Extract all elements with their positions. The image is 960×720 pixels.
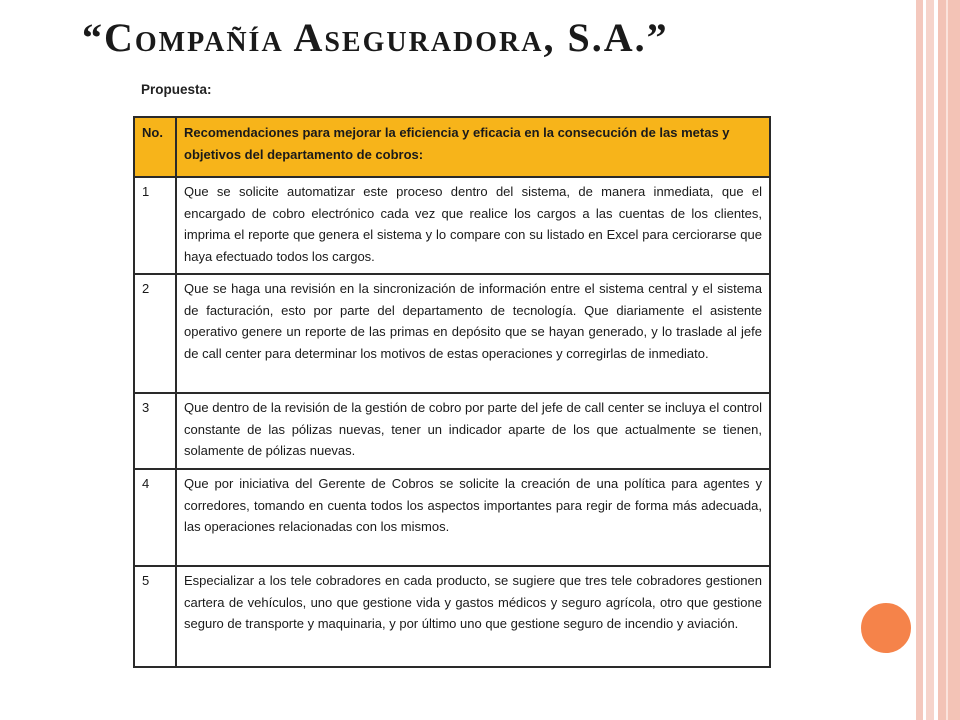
row-text: Especializar a los tele cobradores en cada producto, se sugiere que tres tele cobradores gestionen cartera de vehículos, uno que gestione vida y gastos médicos y seguro agrícola, otro que gestione seguro de transporte y maquinaria, y por último uno que gestione seguro de incendio y aviación. xyxy=(176,566,770,667)
accent-circle xyxy=(857,599,915,657)
row-text: Que se solicite automatizar este proceso dentro del sistema, de manera inmediata, que el encargado de cobro electrónico cada vez que realice los cargos a las cuentas de los clientes, imprima el reporte que genera el sistema y lo compare con su listado en Excel para cerciorarse que haya efectuado todos los cargos. xyxy=(176,177,770,274)
table-row xyxy=(134,274,770,393)
side-stripe xyxy=(926,0,934,720)
table-row xyxy=(134,469,770,566)
row-text: Que dentro de la revisión de la gestión de cobro por parte del jefe de call center se incluya el control constante de las pólizas nuevas, tener un indicador aparte de los que actualmente se tienen, solamente de pólizas nuevas. xyxy=(176,393,770,469)
row-text: Que se haga una revisión en la sincronización de información entre el sistema central y el sistema de facturación, esto por parte del departamento de tecnología. Que diariamente el asistente operativo genere un reporte de las primas en depósito que se hayan generado, y lo traslade al jefe de call center para determinar los motivos de estas operaciones y corregirlas de inmediato. xyxy=(176,274,770,393)
row-number: 2 xyxy=(134,274,176,393)
table-row xyxy=(134,393,770,469)
row-number: 3 xyxy=(134,393,176,469)
table-row xyxy=(134,177,770,274)
proposal-label: Propuesta: xyxy=(141,82,212,97)
row-number: 1 xyxy=(134,177,176,274)
row-number: 4 xyxy=(134,469,176,566)
side-stripe xyxy=(916,0,923,720)
recommendations-table xyxy=(133,116,771,668)
header-number: No. xyxy=(134,117,176,177)
table-header-row xyxy=(134,117,770,177)
table-row xyxy=(134,566,770,667)
slide-title: “Compañía Aseguradora, S.A.” xyxy=(82,15,669,60)
side-stripe-highlight xyxy=(946,0,948,720)
row-text: Que por iniciativa del Gerente de Cobros se solicite la creación de una política para agentes y corredores, tomando en cuenta todos los aspectos importantes para regir de forma más adecuada, las operaciones relacionadas con los mismos. xyxy=(176,469,770,566)
row-number: 5 xyxy=(134,566,176,667)
header-recommendations: Recomendaciones para mejorar la eficiencia y eficacia en la consecución de las metas y objetivos del departamento de cobros: xyxy=(176,117,770,177)
side-stripe xyxy=(938,0,960,720)
